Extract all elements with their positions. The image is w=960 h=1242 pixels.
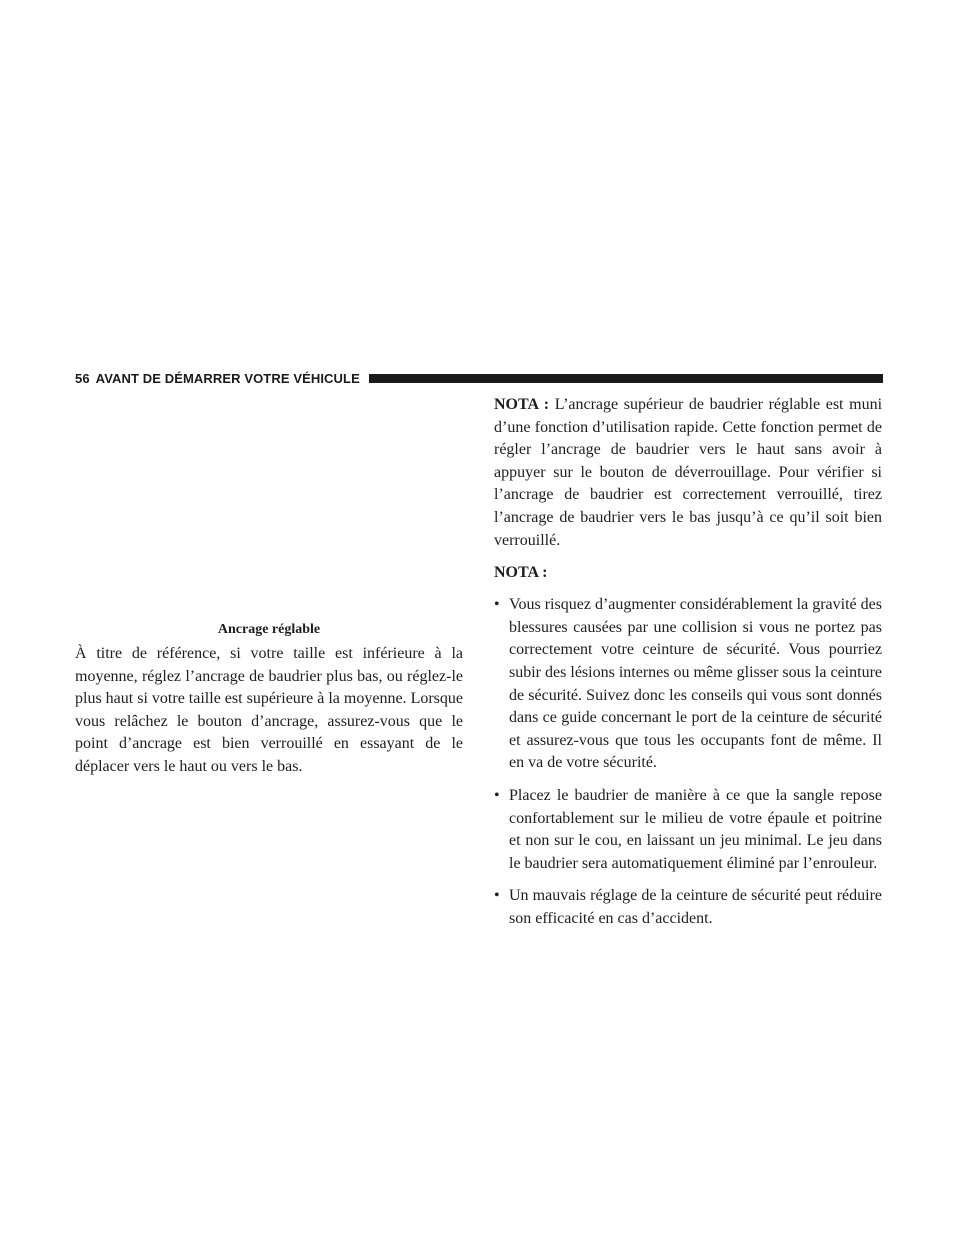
note-paragraph (494, 394, 882, 552)
body-paragraph: À titre de référence, si votre taille est inférieure à la moyenne, réglez l’ancrage de baudrier plus bas, ou réglez-le plus haut si votre taille est supérieure à la moyenne. Lorsque vous relâchez le bouton d’ancrage, assurez-vous que le point d’ancrage est bien verrouillé en essayant de le déplacer vers le haut ou vers le bas. (75, 645, 463, 775)
list-item (494, 785, 882, 875)
page-number: 56 (75, 370, 90, 386)
page-header (75, 368, 883, 388)
note-label: NOTA : (494, 396, 550, 413)
right-column (494, 394, 882, 940)
bullet-list (494, 594, 882, 930)
note-text: L’ancrage supérieur de baudrier réglable est muni d’une fonction d’utilisation rapide. Cette fonction permet de régler l’ancrage de baudrier vers le haut sans avoir à appuyer sur le bouton de déverrouillage. Pour vérifier si l’ancrage de baudrier est correctement verrouillé, tirez l’ancrage de baudrier vers le bas jusqu’à ce qu’il soit bien verrouillé. (494, 396, 883, 549)
figure-caption: Ancrage réglable (217, 622, 321, 637)
bullet-icon: • (494, 887, 500, 905)
list-item-text: Un mauvais réglage de la ceinture de sécurité peut réduire son efficacité en cas d’accident. (509, 887, 882, 927)
section-title: AVANT DE DÉMARRER VOTRE VÉHICULE (95, 370, 360, 386)
list-item-text: Placez le baudrier de manière à ce que la sangle repose confortablement sur le milieu de votre épaule et poitrine et non sur le cou, en laissant un jeu minimal. Le jeu dans le baudrier sera automatiquement éliminé par l’enrouleur. (509, 786, 882, 872)
list-item (494, 594, 882, 775)
list-item-text: Vous risquez d’augmenter considérablement la gravité des blessures causées par une collision si vous ne portez pas correctement votre ceinture de sécurité. Vous pourriez subir des lésions internes ou même glisser sous la ceinture de sécurité. Suivez donc les conseils qui vous sont donnés dans ce guide concernant le port de la ceinture de sécurité et assurez-vous que tous les occupants font de même. Il en va de votre sécurité. (509, 596, 882, 772)
header-rule (369, 374, 883, 383)
header-text (75, 371, 360, 386)
bullet-icon: • (494, 786, 500, 804)
list-item (494, 885, 882, 930)
left-column (75, 620, 463, 779)
note-heading: NOTA : (494, 564, 548, 582)
bullet-icon: • (494, 596, 500, 614)
